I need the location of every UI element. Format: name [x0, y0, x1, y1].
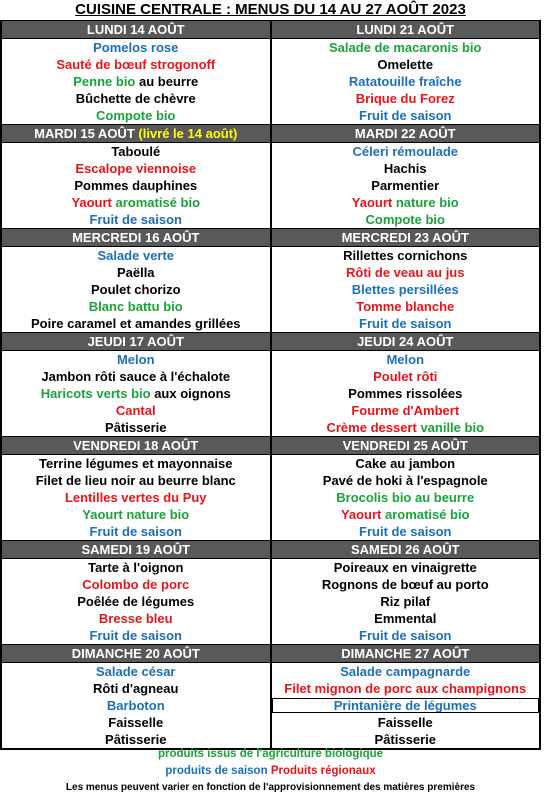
dish-row: [1, 315, 540, 333]
dish-cell-week2: [271, 264, 541, 281]
dish-text: Filet de lieu noir au beurre blanc: [35, 473, 236, 488]
dish-text: Lentilles vertes du Puy: [64, 490, 207, 505]
day-label: MERCREDI 16 AOÛT: [72, 230, 200, 245]
dish-cell-week2: [271, 177, 541, 194]
dish-text: Poire caramel et amandes grillées: [30, 316, 241, 331]
dish-row: [1, 247, 540, 265]
dish-text: Rognons de bœuf au porto: [321, 577, 489, 592]
day-header-row: [1, 645, 540, 663]
dish-text: Ratatouille fraîche: [348, 74, 462, 89]
dish-cell-week1: [1, 697, 271, 714]
dish-text: Fruit de saison: [89, 212, 182, 227]
legend-bio: [0, 748, 541, 760]
dish-text: Brocolis bio au beurre: [336, 490, 475, 505]
dish-row: [1, 177, 540, 194]
dish-cell-week1: [1, 610, 271, 627]
dish-text: Bûchette de chèvre: [75, 91, 196, 106]
day-header-week1: [1, 125, 271, 143]
dish-cell-week2: [271, 107, 541, 125]
dish-row: [1, 663, 540, 681]
dish-text: Yaourt: [71, 195, 116, 210]
day-header-week2: MERCREDI 23 AOÛT: [271, 229, 541, 247]
day-header-week1: [1, 437, 271, 455]
dish-cell-week2: [271, 351, 541, 369]
dish-cell-week1: [1, 264, 271, 281]
dish-row: [1, 576, 540, 593]
dish-cell-week1: [1, 506, 271, 523]
dish-row: [1, 489, 540, 506]
dish-cell-week1: [1, 627, 271, 645]
footer-note: Les menus peuvent varier en fonction de l'approvisionnement des matières premières: [65, 782, 476, 793]
dish-cell-week1: [1, 663, 271, 681]
dish-row: [1, 731, 540, 749]
dish-row: [1, 402, 540, 419]
day-header-row: [1, 21, 540, 39]
dish-cell-week1: [1, 194, 271, 211]
dish-text: aromatisé bio: [385, 507, 470, 522]
day-header-week2: JEUDI 24 AOÛT: [271, 333, 541, 351]
dish-cell-week2: [271, 697, 541, 714]
dish-cell-week2: [271, 298, 541, 315]
dish-text: Paëlla: [116, 265, 155, 280]
dish-text: Yaourt: [340, 507, 386, 522]
dish-text: Compote bio: [96, 108, 176, 123]
legend-saison-regional: [0, 765, 541, 777]
day-header-week2: SAMEDI 26 AOÛT: [271, 541, 541, 559]
dish-text: Pommes rissolées: [348, 386, 463, 401]
dish-text: Rillettes cornichons: [343, 248, 468, 263]
dish-text: Barboton: [106, 698, 165, 713]
dish-cell-week2: [271, 419, 541, 437]
dish-text: Salade verte: [97, 248, 175, 263]
dish-row: [1, 714, 540, 731]
dish-row: [1, 368, 540, 385]
dish-cell-week2: [271, 627, 541, 645]
day-header-row: [1, 229, 540, 247]
dish-cell-week2: [271, 523, 541, 541]
dish-row: [1, 90, 540, 107]
dish-row: [1, 559, 540, 577]
dish-text: Yaourt nature bio: [82, 507, 190, 522]
dish-row: [1, 455, 540, 473]
dish-row: [1, 160, 540, 177]
dish-cell-week1: [1, 298, 271, 315]
dish-cell-week2: [271, 315, 541, 333]
dish-text: Faisselle: [377, 715, 433, 730]
dish-cell-week2: [271, 281, 541, 298]
dish-row: [1, 351, 540, 369]
dish-row: [1, 627, 540, 645]
dish-text: Fruit de saison: [359, 316, 452, 331]
dish-text: Melon: [116, 352, 155, 367]
dish-cell-week2: [271, 194, 541, 211]
dish-text: Printanière de légumes: [333, 698, 477, 713]
dish-text: Bresse bleu: [98, 611, 173, 626]
dish-cell-week1: [1, 593, 271, 610]
dish-row: [1, 697, 540, 714]
page-title: CUISINE CENTRALE : MENUS DU 14 AU 27 AOÛT 2023: [75, 1, 466, 18]
dish-text: aromatisé bio: [115, 195, 201, 210]
dish-row: [1, 419, 540, 437]
dish-text: Poulet chorizo: [90, 282, 181, 297]
dish-text: Tomme blanche: [356, 299, 455, 314]
dish-cell-week2: [271, 559, 541, 577]
dish-cell-week2: [271, 402, 541, 419]
dish-cell-week1: [1, 211, 271, 229]
dish-text: Pavé de hoki à l'espagnole: [322, 473, 488, 488]
dish-cell-week2: [271, 593, 541, 610]
dish-row: [1, 523, 540, 541]
dish-cell-week1: [1, 177, 271, 194]
legend-bio-label: produits issus de l'agriculture biologique: [157, 748, 384, 760]
dish-row: [1, 264, 540, 281]
dish-text: Blettes persillées: [351, 282, 459, 297]
legend-saison-label: produits de saison: [165, 765, 268, 777]
dish-cell-week1: [1, 455, 271, 473]
dish-row: [1, 107, 540, 125]
dish-cell-week1: [1, 281, 271, 298]
dish-cell-week2: [271, 143, 541, 161]
dish-text: Yaourt: [351, 195, 396, 210]
dish-text: Pomelos rose: [93, 40, 179, 55]
dish-text: Jambon rôti sauce à l'échalote: [41, 369, 231, 384]
dish-text: Faisselle: [108, 715, 164, 730]
dish-cell-week2: [271, 455, 541, 473]
dish-cell-week2: [271, 610, 541, 627]
dish-text: Salade campagnarde: [340, 664, 471, 679]
delivery-note: (livré le 14 août): [138, 126, 238, 141]
dish-row: [1, 593, 540, 610]
dish-cell-week2: [271, 731, 541, 749]
day-header-week1: [1, 21, 271, 39]
dish-text: Escalope viennoise: [75, 161, 197, 176]
day-label: MARDI 15 AOÛT: [34, 126, 139, 141]
dish-row: [1, 680, 540, 697]
dish-cell-week1: [1, 39, 271, 57]
dish-row: [1, 610, 540, 627]
dish-cell-week1: [1, 90, 271, 107]
dish-cell-week1: [1, 523, 271, 541]
dish-text: Crème dessert: [326, 420, 421, 435]
dish-cell-week1: [1, 107, 271, 125]
dish-cell-week2: [271, 90, 541, 107]
day-header-week1: [1, 229, 271, 247]
day-header-week1: [1, 333, 271, 351]
dish-text: Fruit de saison: [359, 628, 452, 643]
dish-cell-week2: [271, 506, 541, 523]
dish-text: Poireaux en vinaigrette: [333, 560, 477, 575]
dish-cell-week2: [271, 489, 541, 506]
dish-cell-week1: [1, 576, 271, 593]
dish-row: [1, 385, 540, 402]
dish-cell-week2: [271, 680, 541, 697]
dish-cell-week1: [1, 559, 271, 577]
dish-cell-week2: [271, 385, 541, 402]
dish-cell-week2: [271, 472, 541, 489]
day-header-row: [1, 437, 540, 455]
dish-cell-week1: [1, 731, 271, 749]
dish-text: Brique du Forez: [355, 91, 455, 106]
day-label: SAMEDI 19 AOÛT: [81, 542, 191, 557]
dish-text: Pommes dauphines: [74, 178, 198, 193]
day-header-week2: VENDREDI 25 AOÛT: [271, 437, 541, 455]
dish-cell-week1: [1, 143, 271, 161]
dish-cell-week1: [1, 489, 271, 506]
dish-cell-week1: [1, 714, 271, 731]
dish-row: [1, 506, 540, 523]
dish-cell-week1: [1, 247, 271, 265]
dish-text: Salade de macaronis bio: [329, 40, 482, 55]
dish-cell-week2: [271, 714, 541, 731]
dish-text: Fruit de saison: [89, 524, 182, 539]
day-label: DIMANCHE 20 AOÛT: [71, 646, 200, 661]
dish-row: [1, 73, 540, 90]
dish-text: Haricots verts bio: [40, 386, 151, 401]
day-header-row: [1, 541, 540, 559]
dish-text: Pâtisserie: [374, 732, 436, 747]
dish-text: Salade césar: [95, 664, 176, 679]
dish-cell-week2: [271, 39, 541, 57]
dish-cell-week2: [271, 160, 541, 177]
menu-table: [0, 20, 541, 750]
dish-row: [1, 56, 540, 73]
dish-text: Rôti d'agneau: [93, 681, 179, 696]
dish-row: [1, 143, 540, 161]
day-header-row: [1, 333, 540, 351]
dish-text: Fruit de saison: [89, 628, 182, 643]
dish-text: Melon: [386, 352, 425, 367]
dish-text: Tarte à l'oignon: [88, 560, 184, 575]
dish-text: Pâtisserie: [105, 420, 167, 435]
dish-text: Penne bio: [73, 74, 136, 89]
dish-text: Riz pilaf: [380, 594, 431, 609]
dish-cell-week1: [1, 385, 271, 402]
dish-cell-week1: [1, 73, 271, 90]
dish-cell-week1: [1, 419, 271, 437]
dish-row: [1, 39, 540, 57]
dish-cell-week2: [271, 368, 541, 385]
dish-text: Omelette: [377, 57, 434, 72]
dish-cell-week1: [1, 315, 271, 333]
day-header-row: [1, 125, 540, 143]
dish-text: Rôti de veau au jus: [346, 265, 465, 280]
dish-text: Taboulé: [111, 144, 161, 159]
day-label: JEUDI 17 AOÛT: [87, 334, 184, 349]
dish-text: Poulet rôti: [373, 369, 438, 384]
dish-cell-week2: [271, 247, 541, 265]
day-header-week2: MARDI 22 AOÛT: [271, 125, 541, 143]
day-header-week2: LUNDI 21 AOÛT: [271, 21, 541, 39]
dish-text: Cake au jambon: [355, 456, 456, 471]
dish-row: [1, 211, 540, 229]
dish-text: vanille bio: [420, 420, 485, 435]
day-label: VENDREDI 18 AOÛT: [73, 438, 199, 453]
dish-cell-week2: [271, 663, 541, 681]
dish-cell-week1: [1, 402, 271, 419]
dish-cell-week1: [1, 368, 271, 385]
dish-text: Fourme d'Ambert: [351, 403, 460, 418]
dish-cell-week2: [271, 576, 541, 593]
legend-regional-label: Produits régionaux: [270, 765, 376, 777]
dish-cell-week2: [271, 73, 541, 90]
dish-text: Cantal: [115, 403, 156, 418]
dish-text: Blanc battu bio: [88, 299, 183, 314]
dish-text: Fruit de saison: [359, 108, 452, 123]
day-label: LUNDI 14 AOÛT: [86, 22, 185, 37]
day-header-week2: DIMANCHE 27 AOÛT: [271, 645, 541, 663]
dish-text: Filet mignon de porc aux champignons: [284, 681, 527, 696]
dish-row: [1, 298, 540, 315]
dish-text: Terrine légumes et mayonnaise: [39, 456, 233, 471]
dish-text: Parmentier: [371, 178, 440, 193]
dish-cell-week1: [1, 160, 271, 177]
dish-text: Colombo de porc: [82, 577, 190, 592]
dish-text: Compote bio: [365, 212, 445, 227]
dish-row: [1, 281, 540, 298]
dish-cell-week1: [1, 56, 271, 73]
dish-text: Sauté de bœuf strogonoff: [56, 57, 216, 72]
dish-cell-week1: [1, 472, 271, 489]
dish-cell-week1: [1, 351, 271, 369]
day-header-week1: [1, 541, 271, 559]
dish-cell-week2: [271, 56, 541, 73]
dish-text: Poêlée de légumes: [77, 594, 195, 609]
dish-text: Pâtisserie: [105, 732, 167, 747]
dish-text: aux oignons: [150, 386, 231, 401]
dish-text: Céleri rémoulade: [352, 144, 458, 159]
dish-cell-week1: [1, 680, 271, 697]
dish-text: Fruit de saison: [359, 524, 452, 539]
dish-text: Hachis: [383, 161, 427, 176]
dish-text: Emmental: [374, 611, 437, 626]
dish-cell-week2: [271, 211, 541, 229]
dish-row: [1, 472, 540, 489]
dish-text: nature bio: [395, 195, 459, 210]
dish-row: [1, 194, 540, 211]
dish-text: au beurre: [135, 74, 199, 89]
day-header-week1: [1, 645, 271, 663]
